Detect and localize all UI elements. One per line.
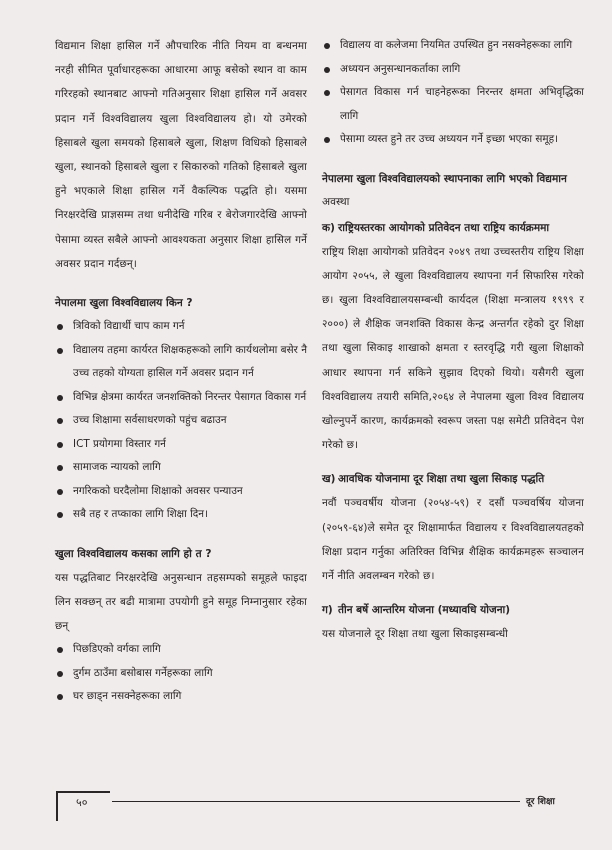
bullet-icon bbox=[57, 442, 63, 448]
subsection-a-paragraph: राष्ट्रिय शिक्षा आयोगको प्रतिवेदन २०४९ तथा उच्चस्तरीय राष्ट्रिय शिक्षा आयोग २०५५, ले खुला विश्वविद्यालय स्थापना गर्न सिफारिस गरेको छ। खुला विश्वविद्यालयसम्बन्धी कार्यदल (शिक्षा मन्त्रालय १९९९ र २०००) ले शैक्षिक जनशक्ति विकास केन्द्र अन्तर्गत रहेको दुर शिक्षा तथा खुला सिकाइ शाखाको क्षमता र स्तरवृद्धि गरी खुला शिक्षाको आधार स्थापना गर्न सकिने सुझाव दिएको थियो। यसैगरी खुला विश्वविद्यालय तयारी समिति,२०६४ ले नेपालमा खुला विश्व विद्यालय खोल्नुपर्ने कारण, कार्यक्रमको स्वरूप जस्ता पक्ष समेटी प्रतिवेदन पेश गरेको छ। bbox=[322, 245, 584, 452]
intro-paragraph: विद्यमान शिक्षा हासिल गर्ने औपचारिक नीति नियम वा बन्धनमा नरही सीमित पूर्वाधारहरूका आधारमा आफू बसेको स्थान वा काम गरिरहको स्थानबाट आफ्नो गतिअनुसार शिक्षा हासिल गर्ने अवसर प्रदान गर्ने विश्वविद्यालय खुला विश्वविद्यालय हो। यो उमेरको हिसाबले खुला समयको हिसाबले खुला, शिक्षण विधिको हिसाबले खुला, स्थानको हिसाबले खुला र सिकारुको गतिको हिसाबले खुला हुने भएकाले शिक्षा हासिल गर्ने वैकल्पिक पद्धति हो। यसमा निरक्षरदेखि प्राज्ञसम्म तथा धनीदेखि गरिब र बेरोजगारदेखि आफ्नो पेसामा व्यस्त सबैले आफ्नो आवश्यकता अनुसार शिक्षा हासिल गर्ने अवसर प्रदान गर्दछन्। bbox=[55, 40, 307, 270]
list-item: नगरिकको घरदैलोमा शिक्षाको अवसर पन्याउन bbox=[55, 480, 307, 504]
bullet-icon bbox=[57, 465, 63, 471]
subsection-c-title: ग) तीन बर्षे आन्तरिम योजना (मध्यावधि योजना) bbox=[322, 604, 511, 617]
list-item: सबै तह र तप्काका लागि शिक्षा दिन। bbox=[55, 503, 307, 527]
list-item: घर छाड्न नसक्नेहरूका लागि bbox=[55, 685, 307, 709]
subsection-a-title: क) राष्ट्रियस्तरका आयोगको प्रतिवेदन तथा राष्ट्रिय कार्यक्रममा bbox=[322, 221, 550, 234]
bullet-icon bbox=[57, 489, 63, 495]
list-item: विद्यालय तहमा कार्यरत शिक्षकहरूको लागि कार्यथलोमा बसेर नै उच्च तहको योग्यता हासिल गर्ने अवसर प्रदान गर्न bbox=[55, 339, 307, 386]
section-heading-why: नेपालमा खुला विश्वविद्यालय किन ? bbox=[55, 297, 193, 310]
continued-bullet-list bbox=[322, 34, 584, 152]
page-number: ५० bbox=[76, 796, 88, 809]
list-item: पिछडिएको वर्गका लागि bbox=[55, 638, 307, 662]
bullet-icon bbox=[324, 90, 330, 96]
list-item: सामाजक न्यायको लागि bbox=[55, 456, 307, 480]
bullet-icon bbox=[57, 671, 63, 677]
list-item: विद्यालय वा कलेजमा नियमित उपस्थित हुन नसक्नेहरूका लागि bbox=[322, 34, 584, 58]
bullet-icon bbox=[324, 43, 330, 49]
right-column bbox=[322, 34, 584, 646]
bullet-icon bbox=[57, 512, 63, 518]
bullet-icon bbox=[57, 418, 63, 424]
list-item: विभिन्न क्षेत्रमा कार्यरत जनशक्तिको निरन्तर पेसागत विकास गर्न bbox=[55, 386, 307, 410]
section-heading-for-whom: खुला विश्वविद्यालय कसका लागि हो त ? bbox=[55, 547, 212, 560]
subsection-c-paragraph: यस योजनाले दूर शिक्षा तथा खुला सिकाइसम्बन्धी bbox=[322, 628, 508, 641]
for-whom-bullet-list bbox=[55, 638, 307, 709]
for-whom-paragraph: यस पद्धतिबाट निरक्षरदेखि अनुसन्धान तहसम्पको समूहले फाइदा लिन सक्छन् तर बढी मात्रामा उपयोगी हुने समूह निम्नानुसार रहेका छन् bbox=[55, 571, 307, 632]
subsection-b-paragraph: नवौं पञ्चवर्षीय योजना (२०५४-५९) र दसौं पञ्चवर्षिय योजना (२०५९-६४)ले समेत दूर शिक्षामार्फत विद्यालय र विश्वविद्यालयतहको शिक्षा प्रदान गर्नुका अतिरिक्त विभिन्न शैक्षिक कार्यक्रमहरू सञ्चालन गर्ने नीति अवलम्बन गरेको छ। bbox=[322, 497, 584, 582]
left-column bbox=[55, 34, 307, 709]
publication-title: दूर शिक्षा bbox=[526, 797, 555, 807]
list-item: दुर्गम ठाउँमा बसोबास गर्नेहरूका लागि bbox=[55, 662, 307, 686]
list-item: पेसागत विकास गर्न चाहनेहरूका निरन्तर क्षमता अभिवृद्धिका लागि bbox=[322, 81, 584, 128]
list-item: पेसामा व्यस्त हुने तर उच्च अध्ययन गर्ने इच्छा भएका समूह। bbox=[322, 128, 584, 152]
list-item: ICT प्रयोगमा विस्तार गर्न bbox=[55, 433, 307, 457]
bullet-icon bbox=[57, 647, 63, 653]
bullet-icon bbox=[57, 395, 63, 401]
bullet-icon bbox=[324, 67, 330, 73]
bullet-icon bbox=[57, 348, 63, 354]
footer-divider bbox=[112, 801, 520, 802]
section-heading-status: नेपालमा खुला विश्वविद्यालयको स्थापनाका लागि भएको विद्यमान अवस्था bbox=[322, 172, 567, 208]
bullet-icon bbox=[57, 324, 63, 330]
why-bullet-list bbox=[55, 315, 307, 527]
bullet-icon bbox=[324, 137, 330, 143]
list-item: अध्ययन अनुसन्धानकर्ताका लागि bbox=[322, 58, 584, 82]
bullet-icon bbox=[57, 694, 63, 700]
list-item: त्रिविको विद्यार्थी चाप काम गर्न bbox=[55, 315, 307, 339]
subsection-b-title: ख) आवधिक योजनामा दूर शिक्षा तथा खुला सिकाइ पद्धति bbox=[322, 473, 545, 486]
list-item: उच्च शिक्षामा सर्वसाधरणको पहुंच बढाउन bbox=[55, 409, 307, 433]
